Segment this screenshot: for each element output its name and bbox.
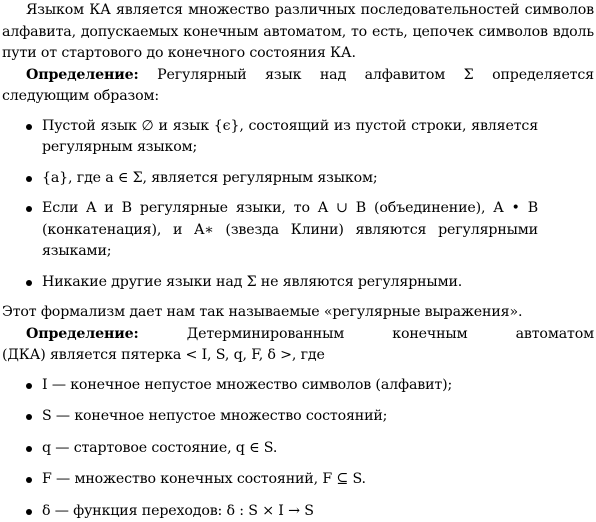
bullet-icon xyxy=(26,414,32,420)
list-item-text: δ — функция переходов: δ : S × I → S xyxy=(42,503,314,519)
bullet-icon xyxy=(26,477,32,483)
list-item xyxy=(2,375,594,397)
list-item xyxy=(2,406,594,428)
regex-paragraph: Этот формализм дает нам так называемые «регулярные выражения». xyxy=(2,302,594,324)
intro-paragraph: Языком КА является множество различных последовательностей символов алфавита, допускаемых конечным автоматом, то есть, цепочек символов вдоль пути от стартового до конечного состояния КА. xyxy=(2,0,594,65)
list-item-text: I — конечное непустое множество символов (алфавит); xyxy=(42,377,452,393)
bullet-icon xyxy=(26,176,32,182)
list-item xyxy=(2,168,594,190)
list-item-text: {a}, где a ∈ Σ, является регулярным языком; xyxy=(42,170,378,186)
dfa-components-list xyxy=(2,375,594,522)
list-item-text: Никакие другие языки над Σ не являются регулярными. xyxy=(42,274,462,290)
list-item-text: F — множество конечных состояний, F ⊆ S. xyxy=(42,471,366,487)
definition-dfa xyxy=(2,324,594,346)
list-item xyxy=(2,501,594,522)
list-item-text: q — стартовое состояние, q ∈ S. xyxy=(42,440,277,456)
list-item-text: Если A и B регулярные языки, то A ∪ B (объединение), A • B (конкатенация), и A∗ (звезда Клини) являются регулярными языками; xyxy=(42,200,538,259)
definition-label: Определение: xyxy=(26,326,139,342)
bullet-icon xyxy=(26,383,32,389)
definition-dfa-continuation: (ДКА) является пятерка < I, S, q, F, δ >, где xyxy=(2,345,594,367)
bullet-icon xyxy=(26,280,32,286)
bullet-icon xyxy=(26,124,32,130)
list-item xyxy=(2,198,594,263)
bullet-icon xyxy=(26,206,32,212)
list-item xyxy=(2,438,594,460)
bullet-icon xyxy=(26,509,32,515)
definition-label: Определение: xyxy=(26,67,139,83)
regular-language-rules-list xyxy=(2,116,594,294)
definition-regular-language xyxy=(2,65,594,108)
list-item-text: Пустой язык ∅ и язык {ϵ}, состоящий из пустой строки, является регулярным языком; xyxy=(42,118,538,156)
list-item-text: S — конечное непустое множество состояний; xyxy=(42,408,387,424)
list-item xyxy=(2,116,594,159)
list-item xyxy=(2,469,594,491)
definition-text: Детерминированным конечным автоматом xyxy=(187,326,594,342)
definition-text: Регулярный язык над алфавитом Σ определяется следующим образом: xyxy=(2,67,594,105)
list-item xyxy=(2,272,594,294)
bullet-icon xyxy=(26,446,32,452)
